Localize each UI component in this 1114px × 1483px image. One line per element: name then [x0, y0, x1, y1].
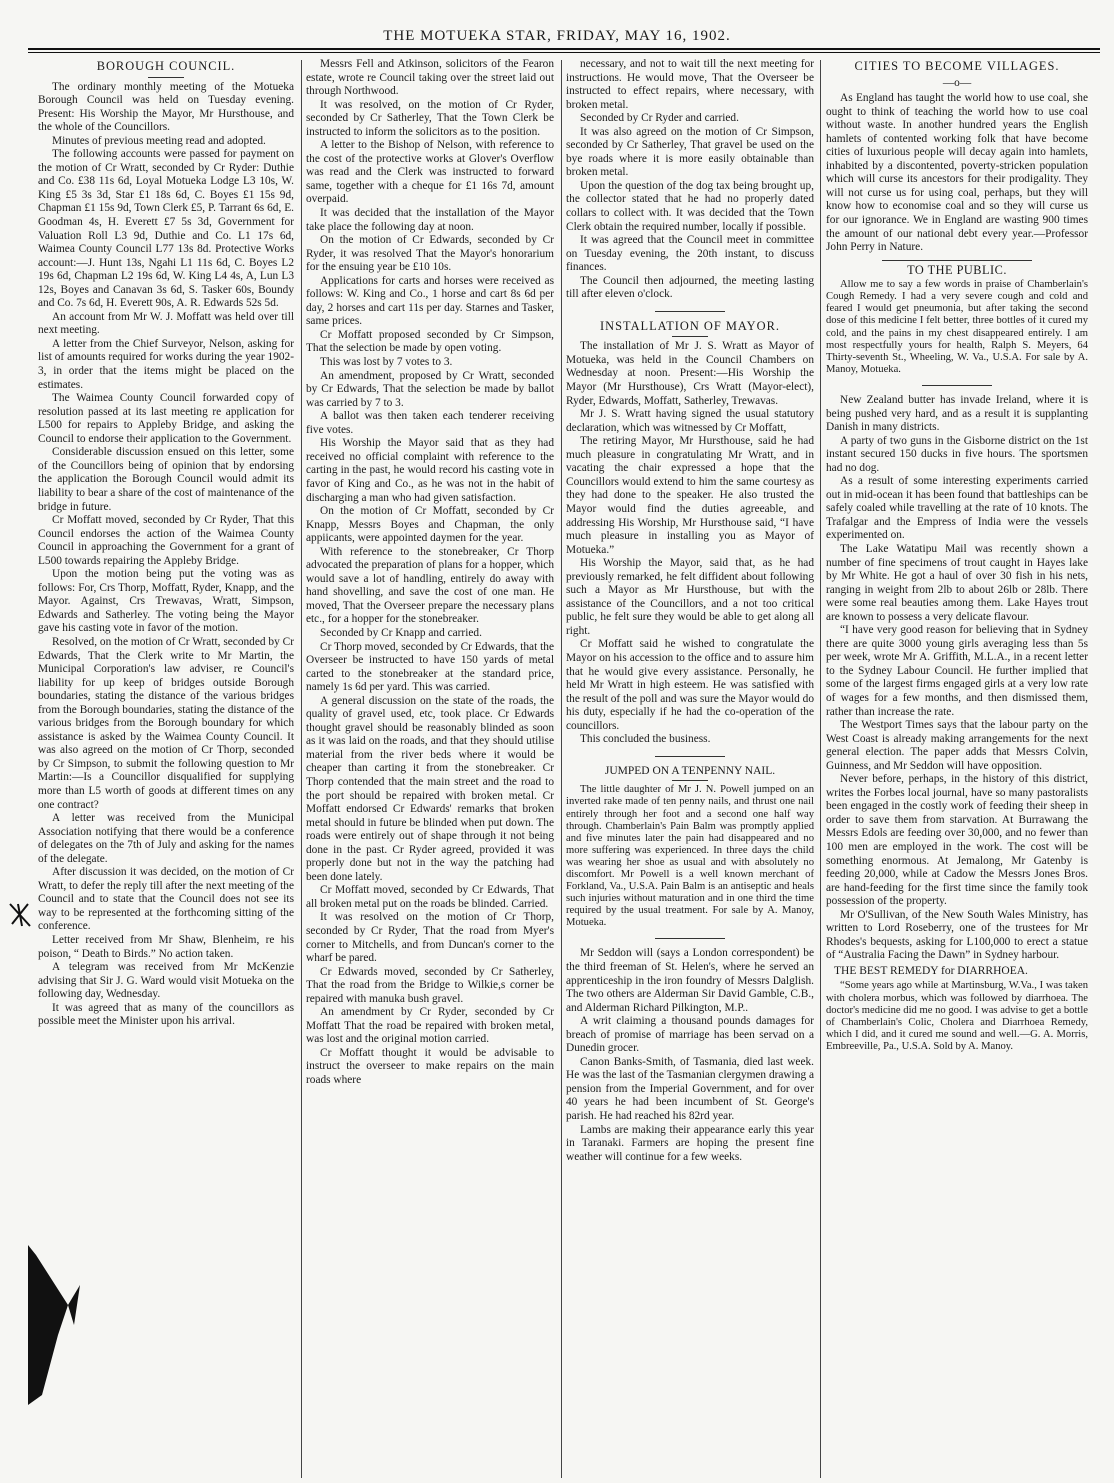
article-paragraph: It was resolved, on the motion of Cr Ryder, seconded by Cr Satherley, That the Town Clerk be instructed to inform the solicitors as to the position.: [306, 98, 554, 138]
news-paragraph: “I have very good reason for believing that in Sydney there are quite 3000 young girls averaging less than 5s per week, wrote Mr A. Griffith, M.L.A., in a recent letter to the Sydney Labour Council. He further implied that some of the largest firms engaged girls at a very low rate of wages for a few months, and then dismissed them, rather than increase the rate.: [826, 624, 1088, 718]
article-paragraph: A letter from the Chief Surveyor, Nelson, asking for list of amounts required for works during the year 1902-3, in order that the items might be placed on the estimates.: [38, 337, 294, 391]
article-paragraph: It was agreed that as many of the councillors as possible meet the Minister upon his arrival.: [38, 1001, 294, 1028]
article-paragraph: This was lost by 7 votes to 3.: [320, 356, 453, 369]
news-paragraph: The Lake Watatipu Mail was recently shown a number of fine specimens of trout caught in Hayes lake by Mr White. He got a haul of over 30 fish in his nets, ranging in weight from 2lb to about 26lb or 28lb. There were some real beauties among them. Lake Hayes trout are known to possess a very delicate flavour.: [826, 542, 1088, 623]
tenpenny-advert-text: The little daughter of Mr J. N. Powell jumped on an inverted rake made of ten penny nails, and thrust one nail entirely through her foot and a second one half way through. Chamberlain's Pain Balm was promptly applied and five minutes later the pain had disappeared and no more suffering was experienced. In three days the child was wearing her shoe as usual and with absolutely no discomfort. Mr Powell is a well known merchant of Forkland, Va., U.S.A. Pain Balm is an antiseptic and heals such injuries without maturation and in one third the time required by the usual treatment. For sale by A. Manoy, Motueka.: [566, 784, 814, 929]
section-divider: [882, 260, 1032, 261]
article-paragraph: The Waimea County Council forwarded copy of resolution passed at its last meeting re application for L500 for repairs to Appleby Bridge, and asking the Council to endorse their application to the Government.: [38, 392, 294, 445]
news-paragraph: Mr O'Sullivan, of the New South Wales Ministry, has written to Lord Roseberry, one of the trustees for Mr Rhodes's bequests, asking for L100,000 to erect a statue of “Australia Facing the Dawn” in Sydney harbour.: [826, 908, 1088, 962]
article-paragraph: A ballot was then taken each tenderer receiving five votes.: [306, 410, 554, 436]
borough-council-article: [38, 81, 294, 1029]
installation-article: [566, 340, 814, 746]
article-paragraph: Seconded by Cr Ryder and carried.: [580, 112, 739, 125]
article-paragraph: A letter to the Bishop of Nelson, with reference to the cost of the protective works at Glover's Overflow was read and the Clerk was instructed to forward same, together with a cheque for £1 16s 7d, amount overpaid.: [306, 139, 554, 206]
article-paragraph: Seconded by Cr Knapp and carried.: [320, 626, 482, 639]
article-paragraph: It was resolved on the motion of Cr Thorp, seconded by Cr Ryder, That the road from Myer's corner to Mitchells, and from Duncan's corner to the wharf be pared.: [306, 911, 554, 965]
cities-text: As England has taught the world how to use coal, she ought to think of teaching the world how to use coal without waste. In another hundred years the English hamlets of contented working folk that have become cities of luxurious people will decay again into hamlets, inhabited by a discontented, poverty-stricken population which will curse its ancestors for their prodigality. They will not curse us for using coal, perhaps, but they will know how to economise coal and so they will curse us for our ignorance. We in England are wasting 900 times the amount of our national debt every year.—Professor John Perry in Nature.: [826, 92, 1088, 254]
diarrhoea-heading: THE BEST REMEDY for DIARRHOEA.: [834, 964, 1028, 977]
cities-heading: CITIES TO BECOME VILLAGES.: [854, 59, 1060, 73]
public-advert-text: Allow me to say a few words in praise of Chamberlain's Cough Remedy. I had a very severe cough and cold and feared I would get pneumonia, but after taking the second dose of this medicine I felt better, three bottles of it cured my cold, and the pains in my chest disappeared entirely. I am most respectfully yours for health, Ralph S. Meyers, 64 Thirty-seventh St., Wheeling, W. Va., U.S.A. For sale by A. Manoy, Motueka.: [826, 279, 1088, 375]
article-paragraph: It was decided that the installation of the Mayor take place the following day at noon.: [306, 207, 554, 233]
article-paragraph: The retiring Mayor, Mr Hursthouse, said he had much pleasure in congratulating Mr Wratt, and in vacating the chair expressed a hope that the Councillors would extend to him the same courtesy as they had done to the speaker. He also trusted the Mayor would find the duties agreeable, and addressing His Worship, Mr Hursthouse said, “I have much pleasure in installing you as Mayor of Motueka.”: [566, 435, 814, 556]
article-paragraph: necessary, and not to wait till the next meeting for instructions. He would move, That the Overseer be instructed to effect repairs, where necessary, with broken metal.: [566, 58, 814, 111]
article-paragraph: An amendment, proposed by Cr Wratt, seconded by Cr Edwards, That the selection be made by ballot was carried by 7 to 3.: [306, 369, 554, 409]
article-paragraph: After discussion it was decided, on the motion of Cr Wratt, to defer the reply till after the next meeting of the Council and to state that the Council does not see its way to be represented at the forthcoming sitting of the conference.: [38, 866, 294, 933]
section-divider: [655, 938, 725, 939]
article-paragraph: Cr Thorp moved, seconded by Cr Edwards, that the Overseer be instructed to have 150 yards of metal carted to the stonebreaker at the standard price, namely 1s 6d per yard. This was carried.: [306, 640, 554, 694]
article-paragraph: His Worship the Mayor, said that, as he had previously remarked, he felt diffident about following such a Mayor as Mr Hursthouse, but with the assistance of the Councillors, and a not too critical public, he felt sure they would be able to get along all right.: [566, 557, 814, 637]
article-paragraph: On the motion of Cr Moffatt, seconded by Cr Knapp, Messrs Boyes and Chapman, the only appiicants, were appointed daymen for the year.: [306, 505, 554, 545]
article-paragraph: The ordinary monthly meeting of the Motueka Borough Council was held on Tuesday evening. Present: His Worship the Mayor, Mr Hursthouse, and the whole of the Councillors.: [38, 80, 294, 134]
tenpenny-heading: JUMPED ON A TENPENNY NAIL.: [604, 764, 776, 777]
article-paragraph: Upon the motion being put the voting was as follows: For, Crs Thorp, Moffatt, Ryder, Knapp, and the Mayor. Against, Crs Trewavas, Wratt, Simpson, Edwards and Satherley. The voting being the Mayor gave his casting vote in favor of the motion.: [38, 568, 294, 635]
masthead: THE MOTUEKA STAR, FRIDAY, MAY 16, 1902.: [383, 28, 731, 44]
masthead-rule: [28, 48, 1100, 50]
article-paragraph: His Worship the Mayor said that as they had received no official complaint with reference to the carting in the past, he would record his casting vote in favor of King and Co., as he was not in the habit of discharging a man who had given satisfaction.: [306, 437, 554, 504]
article-paragraph: The Council then adjourned, the meeting lasting till after eleven o'clock.: [566, 274, 814, 301]
column-3: [566, 58, 814, 1478]
article-paragraph: The installation of Mr J. S. Wratt as Mayor of Motueka, was held in the Council Chambers on Wednesday at noon. Present:—His Worship the Mayor (Mr Hursthouse), Crs Wratt (Mayor-elect), Ryder, Edwards, Moffatt, Satherley, Trewavas.: [566, 340, 814, 407]
article-paragraph: Cr Moffatt moved, seconded by Cr Ryder, That this Council endorses the action of the Waimea County Council in approaching the Government for a grant of L500 towards repairing the Appleby Bridge.: [38, 514, 294, 567]
article-paragraph: Cr Moffatt thought it would be advisable to instruct the overseer to make repairs on the main roads where: [306, 1046, 554, 1087]
news-paragraph: Never before, perhaps, in the history of this district, writes the Forbes local journal, have so many pastoralists been engaged in the costly work of feeding their sheep in order to save them from starvation. At Burrawang the Messrs Edols are feeding over 30,000, and no fewer than 100 men are employed in the work. The cost will be something enormous. At Jemalong, Mr Gatenby is feeding 20,000, while at Cadow the Messrs Jones Bros. are hand-feeding for the first time since the family took possession of the property.: [826, 773, 1088, 908]
article-paragraph: Resolved, on the motion of Cr Wratt, seconded by Cr Edwards, That the Clerk write to Mr Martin, the Municipal Corporation's law adviser, re Council's liability for up keep of bridges outside Borough boundaries, stating the distance of the various bridges from the Borough boundaries, stating the distance of the various bridges from the Borough boundary for which assistance is asked by the Waimea County Council. It was also agreed on the motion of Cr Thorp, seconded by Cr Simpson, to submit the following question to Mr Martin:—Is a Councillor disqualified for supplying more than L5 worth of goods at different times on any one contract?: [38, 635, 294, 811]
article-paragraph: Messrs Fell and Atkinson, solicitors of the Fearon estate, wrote re Council taking over the street laid out through Northwood.: [306, 58, 554, 98]
column-rule: [561, 60, 562, 1478]
article-paragraph: This concluded the business.: [580, 733, 711, 746]
column-4: [826, 58, 1088, 1478]
borough-council-heading: BOROUGH COUNCIL.: [96, 59, 236, 73]
news-paragraph: A party of two guns in the Gisborne district on the 1st instant secured 150 ducks in five hours. The sportsmen had no dog.: [826, 434, 1088, 474]
news-paragraph: A writ claiming a thousand pounds damages for breach of promise of marriage has been servad on a Dunedin grocer.: [566, 1015, 814, 1055]
section-divider: [922, 385, 992, 386]
article-paragraph: A letter was received from the Municipal Association notifying that there would be a conference of delegates on the 7th of July and asking for the names of the delegate.: [38, 812, 294, 865]
article-paragraph: With reference to the stonebreaker, Cr Thorp advocated the preparation of plans for a hopper, which would save a lot of handling, entirely do away with hand shovelling, and save the cost of one man. He moved, That the Overseer prepare the necessary plans etc., for a hopper for the stonebreaker.: [306, 545, 554, 626]
article-paragraph: Minutes of previous meeting read and adopted.: [52, 134, 266, 147]
news-items: [566, 947, 814, 1164]
section-divider: [655, 311, 725, 312]
news-paragraph: The Westport Times says that the labour party on the West Coast is already making arrangements for the next general election. The paper adds that Messrs Colvin, Guinness, and Mr Seddon will have opposition.: [826, 719, 1088, 772]
column-2: [306, 58, 554, 1478]
article-paragraph: The following accounts were passed for payment on the motion of Cr Wratt, seconded by Cr Ryder: Duthie and Co. £38 11s 6d, Loyal Motueka Lodge L3 10s, W. King £5 3s 3d, Star £1 18s 6d, C. Boyes £1 15s 9d, Chapman £1 15s 9d, Town Clerk £5, P. Tarrant 6s 6d, E. Goodman 4s, H. Everett £7 5s 3d, Government for Valuation Roll L3 9d, Duthie and Co. L1 17s 6d, Waimea County Council L77 13s 8d. Protective Works account:—J. Hunt 13s, Ngahi L1 11s 6d, C. Boyes L2 19s 6d, Chapman L2 19s 6d, W. King L4 4s, A, Lun L3 12s, Boyes and Canavan 3s 6d, S. Tasker 60s, Boundy and Co. 7s 6d, H. Everett 90s, A. R. Edwards 52s 5d.: [38, 148, 294, 310]
article-paragraph: Considerable discussion ensued on this letter, some of the Councillors being of opinion that by endorsing the application the Borough Council would admit its liability to bear a share of the cost of maintenance of the bridge in future.: [38, 446, 294, 513]
diarrhoea-advert-text: “Some years ago while at Martinsburg, W.Va., I was taken with cholera morbus, which was followed by diarrhoea. The doctor's medicine did me no good. I was advise to get a bottle of Chamberlain's Colic, Cholera and Diarrhoea Remedy, which I did, and it cured me sound and well.—G. A. Morris, Embreeville, Pa., U.S.A. Sold by A. Manoy.: [826, 980, 1088, 1052]
cities-ornament: —o—: [942, 76, 972, 89]
public-heading: TO THE PUBLIC.: [907, 262, 1007, 277]
article-paragraph: Cr Moffatt proposed seconded by Cr Simpson, That the selection be made by open voting.: [306, 328, 554, 355]
article-paragraph: An amendment by Cr Ryder, seconded by Cr Moffatt That the road be repaired with broken metal, was lost and the original motion carried.: [306, 1006, 554, 1046]
installation-heading: INSTALLATION OF MAYOR.: [600, 318, 780, 333]
article-paragraph: Cr Moffatt moved, seconded by Cr Edwards, That all broken metal put on the roads be blinded. Carried.: [306, 884, 554, 910]
news-paragraph: New Zealand butter has invade Ireland, where it is being pushed very hard, and as a result it is supplanting Danish in many districts.: [826, 393, 1088, 434]
borough-council-continued: [306, 58, 554, 1088]
news-paragraph: Mr Seddon will (says a London correspondent) be the third freeman of St. Helen's, where he served an apprenticeship in the iron foundry of Messrs Dalglish. The two others are Alderman Sir David Gamble, C.B., and Alderman Richard Pilkington, M.P..: [566, 947, 814, 1014]
handwritten-margin-mark: [6, 900, 36, 930]
ink-blot-damage: [28, 1245, 98, 1405]
column-rule: [820, 60, 821, 1478]
article-paragraph: An account from Mr W. J. Moffatt was held over till next meeting.: [38, 310, 294, 337]
borough-council-conclusion: [566, 58, 814, 302]
news-paragraph: As a result of some interesting experiments carried out in mid-ocean it has been found that battleships can be safely coaled while travelling at the rate of 10 knots. The Trafalgar and the Empress of India were the vessels experimented on.: [826, 475, 1088, 542]
article-paragraph: Letter received from Mr Shaw, Blenheim, re his poison, “ Death to Birds.” No action taken.: [38, 934, 294, 960]
article-paragraph: Mr J. S. Wratt having signed the usual statutory declaration, which was witnessed by Cr Moffatt,: [566, 408, 814, 434]
heading-dash: [672, 780, 708, 781]
article-paragraph: Applications for carts and horses were received as follows: W. King and Co., 1 horse and cart 8s 6d per day, 2 horses and cart 11s per day. Starnes and Tasker, same prices.: [306, 274, 554, 328]
news-items: [826, 394, 1088, 963]
news-paragraph: Lambs are making their appearance early this year in Taranaki. Farmers are hoping the present fine weather will continue for a few weeks.: [566, 1123, 814, 1163]
article-paragraph: It was also agreed on the motion of Cr Simpson, seconded by Cr Satherley, That gravel be used on the bye roads where it is more easily obtainable than broken metal.: [566, 125, 814, 179]
article-paragraph: Cr Edwards moved, seconded by Cr Satherley, That the road from the Bridge to Wilkie,s corner be repaired with manuka bush gravel.: [306, 965, 554, 1005]
article-paragraph: On the motion of Cr Edwards, seconded by Cr Ryder, it was resolved That the Mayor's honorarium for the ensuing year be £10 10s.: [306, 234, 554, 274]
news-paragraph: Canon Banks-Smith, of Tasmania, died last week. He was the last of the Tasmanian clergymen drawing a pension from the Imperial Government, and for over 40 years he had been incumbent of St. George's parish. He had reached his 82rd year.: [566, 1055, 814, 1123]
article-paragraph: It was agreed that the Council meet in committee on Tuesday evening, the 20th instant, to discuss finances.: [566, 234, 814, 274]
article-paragraph: A general discussion on the state of the roads, the quality of gravel used, etc, took place. Cr Edwards thought gravel should be reasonably blinded as soon as it was laid on the roads, and that they should utilise material from the river beds where it would be cheaper than carting it from the stonebreaker. Cr Thorp contended that the main street and the road to the port should be repaired with broken metal. Cr Moffatt endorsed Cr Edwards' remarks that broken metal should in future be blinded when put down. The roads were entirely out of shape through it not being done in the past. Cr Ryder agreed, provided it was properly done but not in the way the patching had been done lately.: [306, 694, 554, 883]
section-divider: [655, 756, 725, 757]
masthead-rule-thin: [28, 52, 1100, 53]
column-rule: [301, 60, 302, 1478]
article-paragraph: Cr Moffatt said he wished to congratulate the Mayor on his accession to the office and to assure him that he would give every assistance. Personally, he held Mr Wratt in high esteem. He was satisfied with the result of the poll and was sure the Mayor would do his duty, especially if he had the co-operation of the councillors.: [566, 638, 814, 732]
article-paragraph: A telegram was received from Mr McKenzie advising that Sir J. G. Ward would visit Motueka on the following day, Wednesday.: [38, 961, 294, 1001]
heading-dash: [148, 77, 184, 78]
article-paragraph: Upon the question of the dog tax being brought up, the collector stated that he had no properly dated collars to collect with. It was decided that the Town Clerk obtain the required number, locally if possible.: [566, 179, 814, 233]
heading-dash: [672, 336, 708, 337]
